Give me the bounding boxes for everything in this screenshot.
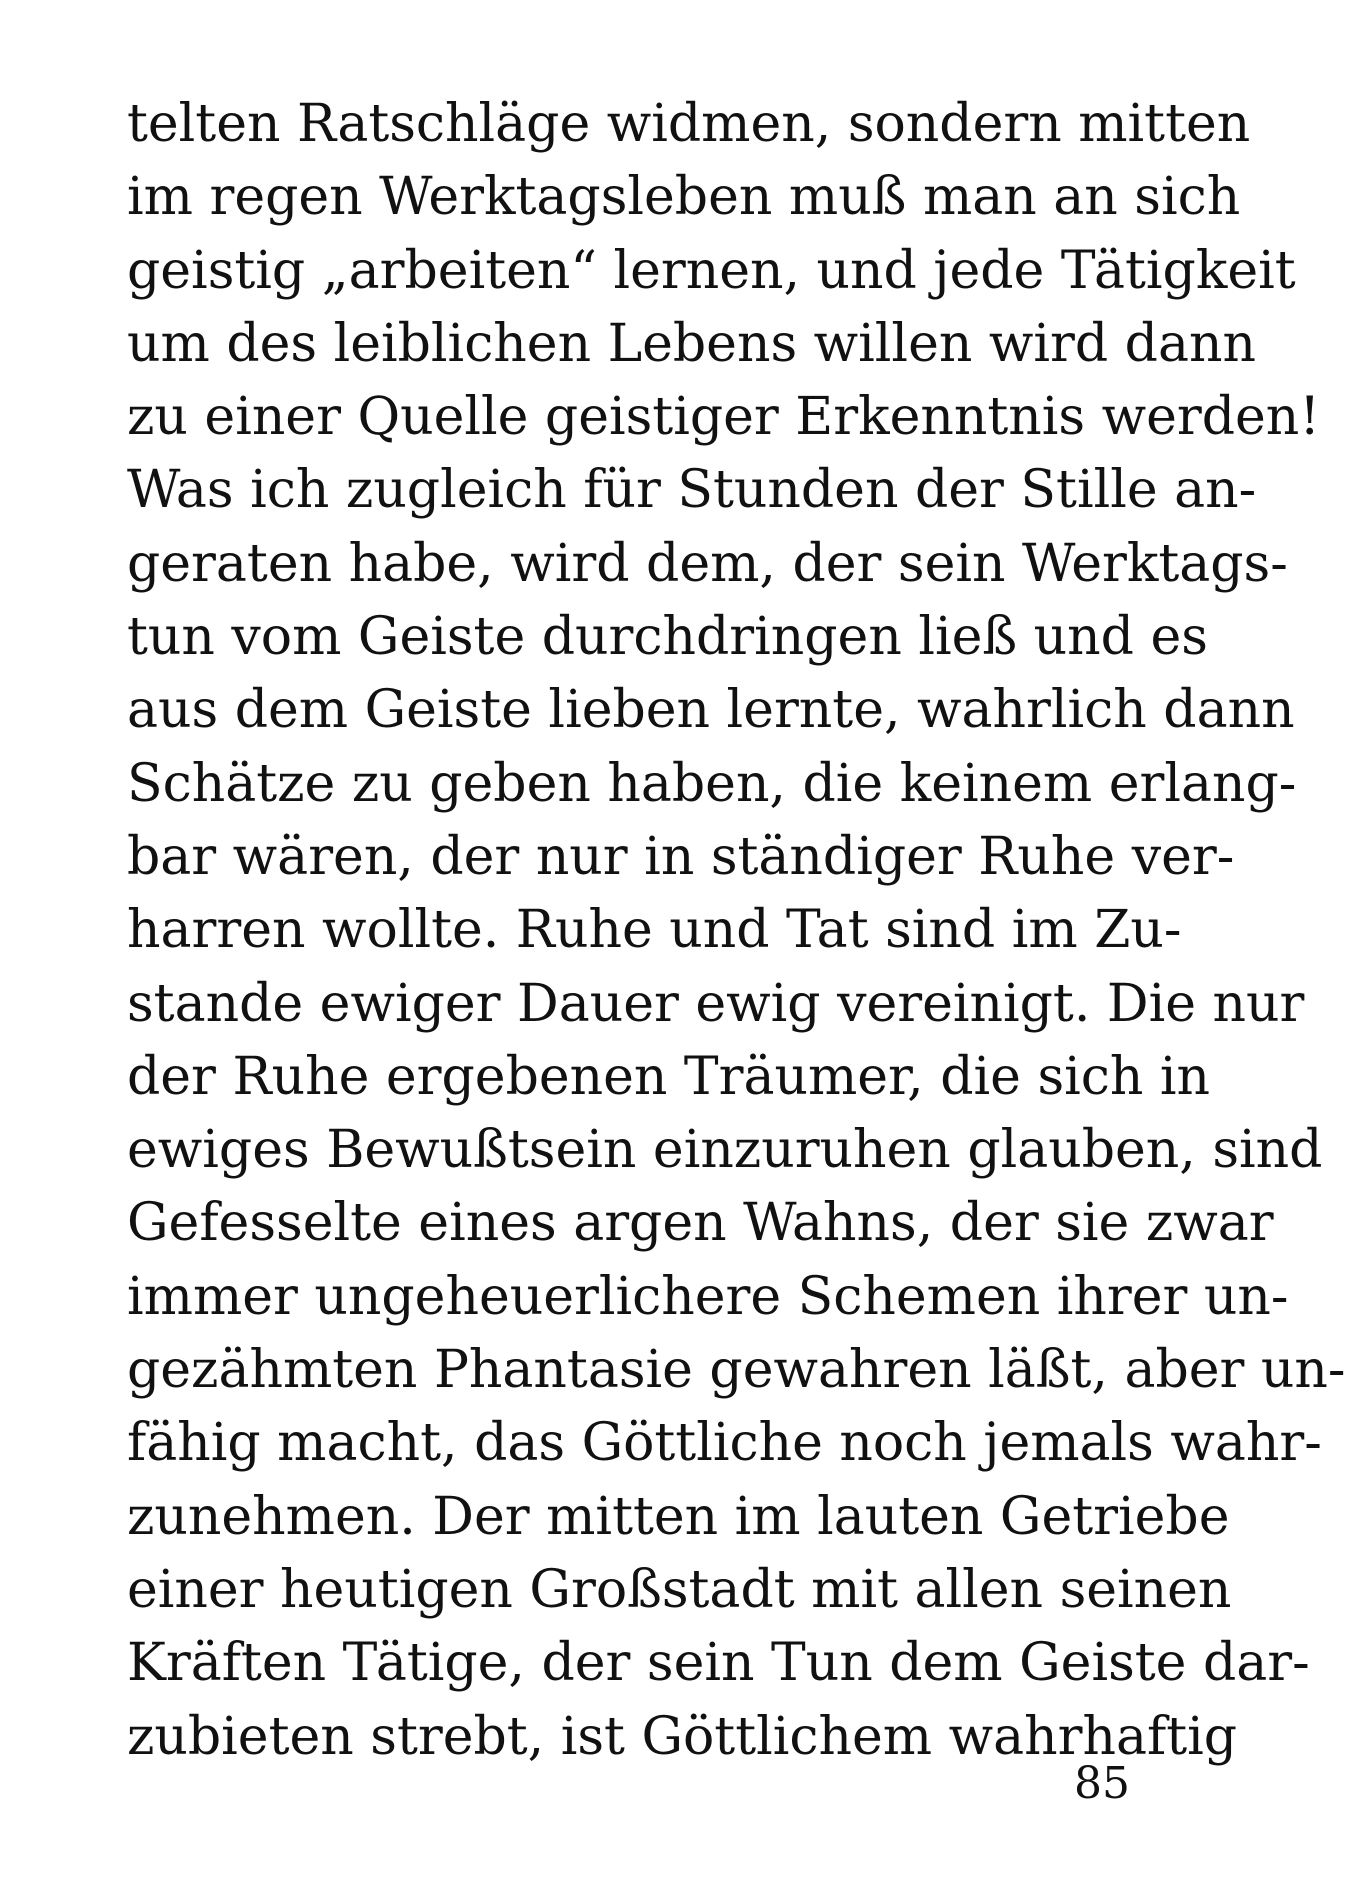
text-line: zunehmen. Der mitten im lauten Getriebe	[127, 1486, 1230, 1547]
text-line: stande ewiger Dauer ewig vereinigt. Die nur	[127, 973, 1305, 1034]
text-line: Gefesselte eines argen Wahns, der sie zwar	[127, 1193, 1274, 1254]
text-line: zubieten strebt, ist Göttlichem wahrhaftig	[127, 1706, 1238, 1767]
text-line: um des leiblichen Lebens willen wird dann	[127, 313, 1256, 374]
body-text	[127, 88, 1345, 1774]
text-line: ewiges Bewußtsein einzuruhen glauben, sind	[127, 1120, 1323, 1181]
text-line: immer ungeheuerlichere Schemen ihrer un-	[127, 1266, 1289, 1327]
text-line: gezähmten Phantasie gewahren läßt, aber un-	[127, 1340, 1345, 1401]
text-line: harren wollte. Ruhe und Tat sind im Zu-	[127, 900, 1182, 961]
page-number: 85	[1074, 1758, 1130, 1809]
text-line: bar wären, der nur in ständiger Ruhe ver-	[127, 826, 1235, 887]
text-line: einer heutigen Großstadt mit allen seinen	[127, 1559, 1232, 1620]
text-line: Schätze zu geben haben, die keinem erlang-	[127, 753, 1297, 814]
text-line: geraten habe, wird dem, der sein Werktags-	[127, 533, 1288, 594]
text-line: der Ruhe ergebenen Träumer, die sich in	[127, 1046, 1211, 1107]
text-line: zu einer Quelle geistiger Erkenntnis werden!	[127, 387, 1321, 448]
text-line: Kräften Tätige, der sein Tun dem Geiste dar-	[127, 1633, 1310, 1694]
text-line: telten Ratschläge widmen, sondern mitten	[127, 94, 1251, 154]
text-line: tun vom Geiste durchdringen ließ und es	[127, 607, 1208, 668]
text-line: im regen Werktagsleben muß man an sich	[127, 167, 1241, 228]
text-line: Was ich zugleich für Stunden der Stille an-	[127, 460, 1257, 521]
text-line: fähig macht, das Göttliche noch jemals wahr-	[127, 1413, 1322, 1474]
text-line: aus dem Geiste lieben lernte, wahrlich dann	[127, 680, 1295, 741]
text-line: geistig „arbeiten“ lernen, und jede Tätigkeit	[127, 240, 1296, 301]
